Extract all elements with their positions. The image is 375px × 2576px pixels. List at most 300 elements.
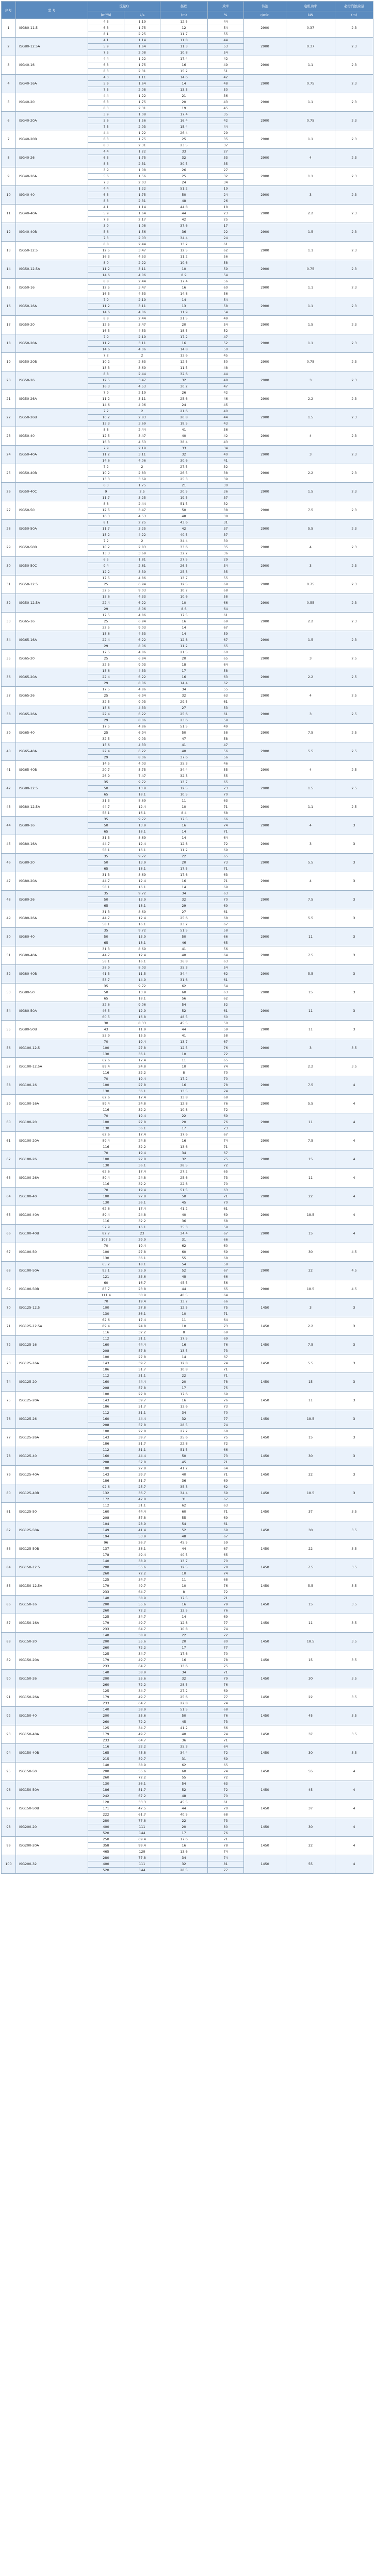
cell-head: 28.5	[160, 1868, 208, 1874]
cell-head: 44	[160, 1546, 208, 1552]
table-row	[2, 1354, 373, 1361]
cell-efficiency: 69	[208, 1756, 244, 1762]
cell-speed: 2900	[244, 835, 286, 854]
cell-flow-ls: 2.44	[124, 371, 160, 378]
cell-efficiency: 63	[208, 990, 244, 996]
cell-head: 44	[160, 211, 208, 217]
cell-npsh: 2.3	[335, 93, 373, 112]
cell-power: 2.2	[286, 390, 335, 409]
cell-head: 14	[160, 1354, 208, 1361]
header-power-unit: kW	[286, 11, 335, 19]
cell-efficiency: 56	[208, 946, 244, 953]
cell-speed: 1450	[244, 1429, 286, 1447]
cell-efficiency: 53	[208, 705, 244, 711]
cell-flow-m3h: 11.7	[88, 526, 124, 532]
cell-flow-ls: 27.8	[124, 1466, 160, 1472]
cell-head: 11.2	[160, 848, 208, 854]
cell-efficiency: 65	[208, 1058, 244, 1064]
cell-speed: 2900	[244, 538, 286, 557]
cell-no: 13	[2, 242, 16, 260]
cell-head: 37.6	[160, 755, 208, 761]
cell-flow-m3h: 50	[88, 897, 124, 903]
cell-efficiency: 72	[208, 1633, 244, 1639]
cell-flow-m3h: 26.9	[88, 773, 124, 779]
cell-efficiency: 72	[208, 1441, 244, 1447]
cell-no: 7	[2, 130, 16, 149]
cell-flow-m3h: 14.6	[88, 310, 124, 316]
cell-flow-m3h: 11.7	[88, 495, 124, 501]
cell-flow-m3h: 10.2	[88, 545, 124, 551]
cell-flow-m3h: 140	[88, 1670, 124, 1676]
cell-flow-ls: 12.4	[124, 878, 160, 885]
cell-speed: 1450	[244, 1503, 286, 1521]
cell-flow-ls: 51.7	[124, 1787, 160, 1793]
cell-flow-ls: 34.7	[124, 1614, 160, 1620]
cell-speed: 2900	[244, 38, 286, 56]
cell-flow-ls: 61.7	[124, 1812, 160, 1818]
cell-model: ISG100-12.5A	[16, 1058, 88, 1076]
cell-head: 21.5	[160, 650, 208, 656]
cell-power: 1.1	[286, 279, 335, 297]
cell-efficiency: 76	[208, 1831, 244, 1837]
cell-flow-m3h: 100	[88, 1466, 124, 1472]
cell-flow-ls: 44.4	[124, 1509, 160, 1515]
cell-flow-m3h: 58.1	[88, 885, 124, 891]
cell-flow-ls: 72.2	[124, 1571, 160, 1577]
cell-head: 31.6	[160, 977, 208, 984]
cell-head: 21.6	[160, 409, 208, 415]
cell-flow-ls: 1.11	[124, 75, 160, 81]
cell-efficiency: 58	[208, 1262, 244, 1268]
cell-head: 26	[160, 390, 208, 396]
cell-head: 27.2	[160, 1429, 208, 1435]
cell-flow-m3h: 4.4	[88, 93, 124, 99]
cell-flow-m3h: 6.3	[88, 99, 124, 106]
cell-npsh: 2.3	[335, 260, 373, 279]
cell-efficiency: 74	[208, 1855, 244, 1861]
cell-flow-m3h: 100	[88, 1045, 124, 1052]
cell-head: 20	[160, 1379, 208, 1385]
cell-flow-ls: 72.2	[124, 1682, 160, 1688]
cell-head: 22.8	[160, 1701, 208, 1707]
cell-head: 32	[160, 1861, 208, 1868]
table-row	[2, 1466, 373, 1472]
cell-efficiency: 68	[208, 916, 244, 922]
cell-efficiency: 47	[208, 384, 244, 390]
cell-head: 12.5	[160, 1045, 208, 1052]
cell-efficiency: 54	[208, 984, 244, 990]
cell-head: 31	[160, 1237, 208, 1243]
cell-speed: 2900	[244, 19, 286, 38]
cell-flow-m3h: 179	[88, 1583, 124, 1589]
cell-flow-ls: 49.7	[124, 1583, 160, 1589]
cell-model: ISG100-16	[16, 1076, 88, 1095]
cell-flow-m3h: 32.5	[88, 699, 124, 705]
cell-speed: 1450	[244, 1392, 286, 1410]
cell-head: 14	[160, 631, 208, 637]
cell-efficiency: 76	[208, 1583, 244, 1589]
cell-efficiency: 71	[208, 804, 244, 810]
cell-efficiency: 74	[208, 1361, 244, 1367]
cell-speed: 2900	[244, 1243, 286, 1262]
cell-flow-ls: 2.5	[124, 489, 160, 495]
cell-efficiency: 58	[208, 928, 244, 934]
cell-efficiency: 74	[208, 1732, 244, 1738]
cell-no: 22	[2, 409, 16, 427]
cell-model: ISG80-16A	[16, 835, 88, 854]
cell-flow-m3h: 65	[88, 996, 124, 1002]
cell-flow-ls: 26.7	[124, 1540, 160, 1546]
cell-flow-ls: 27.8	[124, 1194, 160, 1200]
cell-flow-ls: 12.4	[124, 916, 160, 922]
cell-flow-ls: 1.64	[124, 81, 160, 87]
cell-head: 25	[160, 137, 208, 143]
cell-flow-m3h: 7.2	[88, 538, 124, 545]
cell-flow-ls: 41.4	[124, 1528, 160, 1534]
cell-model: ISG50-12.5A	[16, 594, 88, 613]
cell-no: 75	[2, 1392, 16, 1410]
cell-no: 97	[2, 1800, 16, 1818]
cell-head: 8	[160, 1070, 208, 1076]
cell-speed: 2900	[244, 594, 286, 613]
cell-speed: 2900	[244, 260, 286, 279]
cell-npsh: 2.3	[335, 19, 373, 38]
table-row	[2, 1558, 373, 1565]
cell-flow-ls: 1.75	[124, 155, 160, 161]
cell-flow-ls: 72.2	[124, 1719, 160, 1725]
cell-flow-m3h: 50	[88, 786, 124, 792]
cell-efficiency: 69	[208, 619, 244, 625]
cell-efficiency: 69	[208, 1688, 244, 1694]
cell-model: ISG80-26A	[16, 909, 88, 928]
cell-efficiency: 32	[208, 174, 244, 180]
cell-no: 45	[2, 835, 16, 854]
cell-no: 12	[2, 223, 16, 242]
cell-no: 33	[2, 613, 16, 631]
table-row	[2, 1095, 373, 1101]
cell-no: 4	[2, 75, 16, 93]
cell-model: ISG50-50	[16, 501, 88, 520]
cell-flow-ls: 1.56	[124, 118, 160, 124]
cell-no: 98	[2, 1818, 16, 1837]
cell-power: 2.2	[286, 668, 335, 687]
cell-speed: 2900	[244, 1095, 286, 1113]
cell-flow-ls: 2.22	[124, 260, 160, 266]
cell-efficiency: 74	[208, 1064, 244, 1070]
cell-head: 55	[160, 1775, 208, 1781]
cell-flow-ls: 72.2	[124, 1608, 160, 1614]
cell-flow-ls: 8.06	[124, 643, 160, 650]
cell-efficiency: 52	[208, 1002, 244, 1008]
cell-head: 35.3	[160, 1225, 208, 1231]
cell-model: ISG40-26A	[16, 167, 88, 186]
cell-flow-ls: 72.2	[124, 1775, 160, 1781]
cell-head: 40.5	[160, 1293, 208, 1299]
cell-flow-ls: 2.03	[124, 124, 160, 130]
cell-npsh: 2.3	[335, 353, 373, 371]
cell-no: 27	[2, 501, 16, 520]
cell-flow-m3h: 46.5	[88, 1008, 124, 1014]
cell-speed: 2900	[244, 93, 286, 112]
cell-npsh: 2.3	[335, 279, 373, 297]
cell-head: 40	[160, 1212, 208, 1218]
cell-no: 9	[2, 167, 16, 186]
cell-flow-ls: 4.53	[124, 254, 160, 260]
cell-npsh: 2.3	[335, 427, 373, 446]
cell-flow-m3h: 104	[88, 1521, 124, 1528]
cell-head: 13.5	[160, 1089, 208, 1095]
cell-power: 2.2	[286, 464, 335, 483]
cell-head: 41	[160, 427, 208, 433]
cell-head: 60	[160, 1249, 208, 1256]
table-row	[2, 1855, 373, 1861]
cell-head: 12.5	[160, 786, 208, 792]
table-row	[2, 167, 373, 174]
cell-efficiency: 70	[208, 1076, 244, 1082]
cell-power: 0.55	[286, 594, 335, 613]
cell-flow-ls: 8.69	[124, 946, 160, 953]
cell-efficiency: 63	[208, 674, 244, 681]
cell-efficiency: 64	[208, 1744, 244, 1750]
cell-no: 14	[2, 260, 16, 279]
cell-model: ISG100-26A	[16, 1169, 88, 1188]
cell-flow-m3h: 100	[88, 1392, 124, 1398]
cell-no: 43	[2, 798, 16, 817]
cell-flow-m3h: 29	[88, 755, 124, 761]
cell-head: 52	[160, 1268, 208, 1274]
cell-flow-m3h: 7.3	[88, 180, 124, 186]
cell-no: 47	[2, 872, 16, 891]
cell-flow-ls: 27.8	[124, 1082, 160, 1089]
cell-head: 13.7	[160, 575, 208, 582]
cell-efficiency: 69	[208, 848, 244, 854]
cell-power: 37	[286, 1800, 335, 1818]
cell-flow-ls: 32.2	[124, 1744, 160, 1750]
cell-flow-m3h: 208	[88, 1460, 124, 1466]
cell-flow-m3h: 186	[88, 1787, 124, 1793]
cell-model: ISG125-20	[16, 1373, 88, 1392]
cell-efficiency: 69	[208, 1113, 244, 1120]
cell-flow-ls: 2	[124, 409, 160, 415]
cell-efficiency: 66	[208, 934, 244, 940]
cell-head: 12.8	[160, 1620, 208, 1626]
cell-flow-m3h: 70	[88, 1299, 124, 1305]
cell-no: 68	[2, 1262, 16, 1280]
table-row	[2, 130, 373, 137]
cell-flow-m3h: 11.2	[88, 452, 124, 458]
cell-flow-ls: 39.7	[124, 1472, 160, 1478]
cell-flow-m3h: 140	[88, 1762, 124, 1769]
cell-no: 70	[2, 1299, 16, 1317]
cell-power: 15	[286, 1429, 335, 1447]
cell-npsh: 3	[335, 1410, 373, 1429]
cell-head: 28.5	[160, 1682, 208, 1688]
cell-speed: 2900	[244, 1262, 286, 1280]
cell-efficiency: 75	[208, 1435, 244, 1441]
cell-flow-ls: 9.06	[124, 1002, 160, 1008]
cell-flow-m3h: 60.5	[88, 1014, 124, 1021]
cell-speed: 2900	[244, 520, 286, 538]
cell-flow-ls: 144	[124, 1831, 160, 1837]
cell-flow-m3h: 7.9	[88, 334, 124, 341]
cell-efficiency: 71	[208, 829, 244, 835]
cell-flow-m3h: 140	[88, 1596, 124, 1602]
cell-flow-ls: 27.8	[124, 1157, 160, 1163]
cell-flow-ls: 3.69	[124, 477, 160, 483]
table-row	[2, 1800, 373, 1806]
cell-flow-ls: 8.06	[124, 681, 160, 687]
cell-power: 4	[286, 538, 335, 557]
cell-flow-ls: 64.7	[124, 1626, 160, 1633]
cell-model: ISG80-50B	[16, 1021, 88, 1039]
cell-flow-m3h: 62.6	[88, 1169, 124, 1175]
cell-head: 62	[160, 1762, 208, 1769]
cell-power: 1.5	[286, 779, 335, 798]
cell-efficiency: 46	[208, 396, 244, 402]
cell-efficiency: 71	[208, 1144, 244, 1150]
cell-speed: 2900	[244, 1021, 286, 1039]
cell-npsh: 3.5	[335, 1707, 373, 1725]
cell-efficiency: 58	[208, 730, 244, 736]
cell-speed: 2900	[244, 446, 286, 464]
cell-npsh: 3	[335, 928, 373, 946]
cell-efficiency: 58	[208, 668, 244, 674]
cell-flow-m3h: 130	[88, 1163, 124, 1169]
cell-power: 37	[286, 1725, 335, 1744]
cell-speed: 1450	[244, 1837, 286, 1855]
cell-efficiency: 68	[208, 1256, 244, 1262]
cell-flow-m3h: 35	[88, 854, 124, 860]
cell-power: 5.5	[286, 1354, 335, 1373]
cell-npsh: 4	[335, 1800, 373, 1818]
cell-flow-m3h: 89.4	[88, 1138, 124, 1144]
cell-head: 54	[160, 1521, 208, 1528]
cell-power: 5.5	[286, 520, 335, 538]
cell-efficiency: 78	[208, 1379, 244, 1385]
cell-flow-m3h: 31.3	[88, 835, 124, 841]
cell-flow-ls: 25.7	[124, 1484, 160, 1490]
cell-no: 78	[2, 1447, 16, 1466]
cell-head: 26.4	[160, 130, 208, 137]
cell-flow-m3h: 100	[88, 1249, 124, 1256]
cell-efficiency: 72	[208, 1107, 244, 1113]
cell-head: 11.2	[160, 643, 208, 650]
cell-speed: 1450	[244, 1354, 286, 1373]
table-row	[2, 705, 373, 711]
table-row	[2, 1336, 373, 1342]
cell-head: 51.5	[160, 1188, 208, 1194]
cell-flow-m3h: 65	[88, 903, 124, 909]
cell-efficiency: 62	[208, 681, 244, 687]
cell-npsh: 2.3	[335, 130, 373, 149]
cell-npsh: 2.3	[335, 594, 373, 613]
cell-head: 10	[160, 1311, 208, 1317]
cell-flow-ls: 36.1	[124, 1126, 160, 1132]
cell-flow-m3h: 178	[88, 1552, 124, 1558]
cell-npsh: 3.5	[335, 1633, 373, 1651]
cell-no: 21	[2, 390, 16, 409]
cell-speed: 2900	[244, 687, 286, 705]
cell-flow-m3h: 50	[88, 823, 124, 829]
cell-head: 33	[160, 149, 208, 155]
cell-speed: 1450	[244, 1540, 286, 1558]
cell-head: 41	[160, 946, 208, 953]
cell-power: 30	[286, 1243, 335, 1262]
cell-no: 24	[2, 446, 16, 464]
table-row	[2, 1540, 373, 1546]
cell-efficiency: 49	[208, 724, 244, 730]
cell-efficiency: 51	[208, 69, 244, 75]
cell-model: ISG150-40A	[16, 1725, 88, 1744]
cell-speed: 1450	[244, 1633, 286, 1651]
cell-efficiency: 73	[208, 1175, 244, 1181]
table-row	[2, 1225, 373, 1231]
cell-head: 31	[160, 1756, 208, 1762]
cell-npsh: 3	[335, 984, 373, 1002]
cell-flow-ls: 27.8	[124, 1392, 160, 1398]
cell-head: 62	[160, 984, 208, 990]
cell-flow-m3h: 215	[88, 1756, 124, 1762]
cell-head: 41.2	[160, 1725, 208, 1732]
cell-flow-m3h: 100	[88, 1429, 124, 1435]
cell-efficiency: 65	[208, 1552, 244, 1558]
cell-flow-ls: 2.44	[124, 242, 160, 248]
cell-flow-ls: 4.22	[124, 532, 160, 538]
cell-efficiency: 60	[208, 285, 244, 291]
cell-head: 10	[160, 1571, 208, 1577]
cell-flow-ls: 111	[124, 1861, 160, 1868]
cell-speed: 1450	[244, 1688, 286, 1707]
cell-no: 46	[2, 854, 16, 872]
cell-flow-ls: 27.8	[124, 1354, 160, 1361]
cell-npsh: 3.5	[335, 1503, 373, 1521]
cell-efficiency: 80	[208, 1824, 244, 1831]
cell-flow-ls: 13.9	[124, 786, 160, 792]
cell-flow-m3h: 70	[88, 1150, 124, 1157]
cell-head: 40	[160, 433, 208, 439]
table-row	[2, 872, 373, 878]
table-row	[2, 427, 373, 433]
header-speed: 转速	[244, 2, 286, 11]
cell-npsh: 4	[335, 1762, 373, 1781]
table-row	[2, 446, 373, 452]
cell-no: 28	[2, 520, 16, 538]
cell-flow-ls: 4.53	[124, 384, 160, 390]
cell-head: 14.6	[160, 75, 208, 81]
cell-power: 18.5	[286, 1410, 335, 1429]
cell-flow-ls: 11.9	[124, 1027, 160, 1033]
cell-flow-m3h: 260	[88, 1608, 124, 1614]
cell-flow-m3h: 194	[88, 1534, 124, 1540]
table-row	[2, 334, 373, 341]
cell-power: 11	[286, 1614, 335, 1633]
cell-power: 30	[286, 1670, 335, 1688]
cell-flow-ls: 9.03	[124, 588, 160, 594]
cell-flow-ls: 29.9	[124, 1237, 160, 1243]
cell-no: 65	[2, 1206, 16, 1225]
cell-flow-m3h: 82.7	[88, 1231, 124, 1237]
cell-power: 11	[286, 1021, 335, 1039]
cell-head: 32	[160, 452, 208, 458]
cell-flow-m3h: 22.4	[88, 749, 124, 755]
cell-flow-m3h: 16.3	[88, 291, 124, 297]
cell-head: 11	[160, 1058, 208, 1064]
cell-flow-m3h: 186	[88, 1367, 124, 1373]
cell-flow-m3h: 35	[88, 817, 124, 823]
cell-flow-m3h: 70	[88, 1039, 124, 1045]
cell-efficiency: 74	[208, 1849, 244, 1855]
cell-flow-ls: 1.22	[124, 56, 160, 62]
